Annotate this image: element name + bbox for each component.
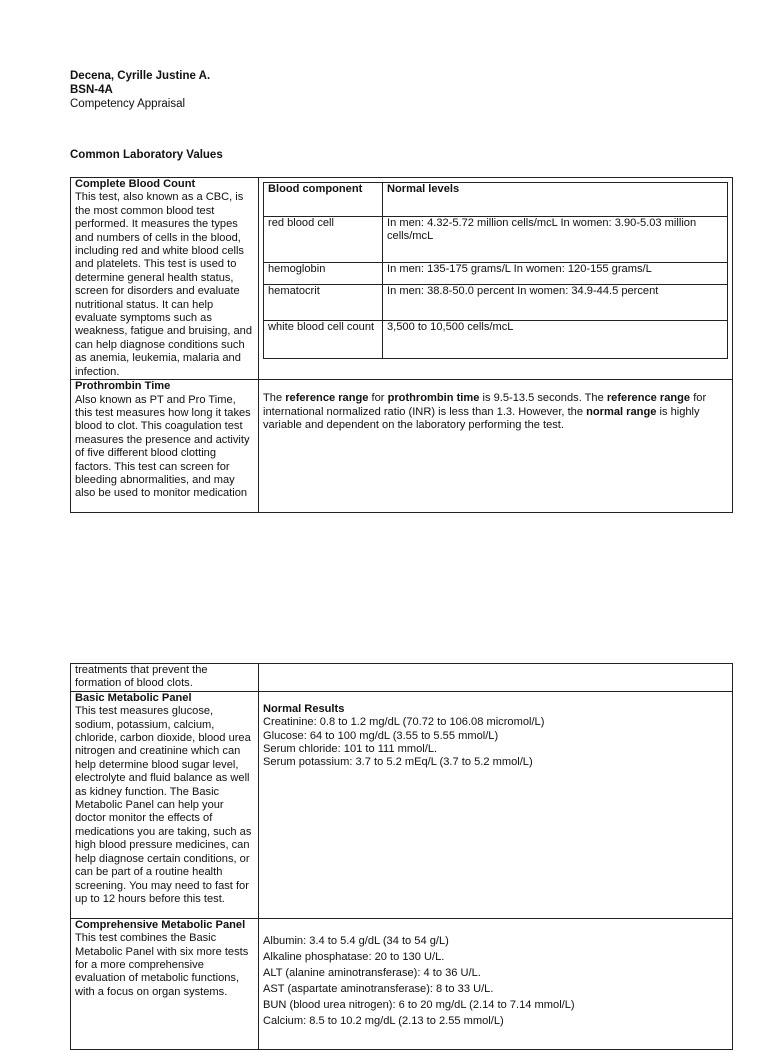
document-header [70, 69, 210, 111]
component-name: white blood cell count [264, 321, 383, 359]
cmp-result-item: Albumin: 3.4 to 5.4 g/dL (34 to 54 g/L) [263, 934, 449, 947]
cmp-result-item: BUN (blood urea nitrogen): 6 to 20 mg/dL (2.14 to 7.14 mmol/L) [263, 998, 575, 1011]
bmp-description: This test measures glucose, sodium, potassium, calcium, chloride, carbon dioxide, blood urea nitrogen and creatinine which can help determine blood sugar level, electrolyte and fluid balance as well as kidney function. The Basic Metabolic Panel can help your doctor monitor the effects of medications you are taking, such as high blood pressure medicines, can help diagnose certain conditions, or can be part of a routine health screening. You may need to fast for up to 12 hours before this test. [75, 705, 252, 905]
pt-reference-text: The reference range for prothrombin time is 9.5-13.5 seconds. The reference range for international normalized ratio (INR) is less than 1.3. However, the normal range is highly variable and dependent on the laboratory performing the test. [263, 392, 707, 431]
bmp-result-item: Creatinine: 0.8 to 1.2 mg/dL (70.72 to 106.08 micromol/L) [263, 716, 545, 729]
subject-title: Competency Appraisal [70, 98, 186, 110]
pt-description: Also known as PT and Pro Time, this test measures how long it takes blood to clot. This coagulation test measures the presence and activity of five different blood clotting factors. This test can screen for bleeding abnormalities, and may also be used to monitor medication [75, 393, 251, 500]
cbc-values-cell [259, 178, 733, 380]
bmp-title: Basic Metabolic Panel [75, 691, 192, 704]
pt-description-continued: treatments that prevent the formation of blood clots. [75, 664, 208, 690]
cmp-result-item: AST (aspartate aminotransferase): 8 to 33 U/L. [263, 982, 494, 995]
pt-description-continued-cell [71, 664, 259, 692]
student-name: Decena, Cyrille Justine A. [70, 70, 211, 82]
cbc-description-cell [71, 178, 259, 380]
cmp-values-cell [259, 918, 733, 1049]
cbc-row-wbc [264, 321, 728, 359]
bmp-values-cell [259, 691, 733, 918]
cbc-row-hemoglobin [264, 263, 728, 285]
cmp-result-item: ALT (alanine aminotransferase): 4 to 36 U/L. [263, 966, 481, 979]
pt-values-cell [259, 380, 733, 513]
lab-values-table-part-1 [70, 177, 733, 513]
pt-continued-values-cell [259, 664, 733, 692]
pt-description-cell [71, 380, 259, 513]
cmp-title: Comprehensive Metabolic Panel [75, 918, 246, 931]
cmp-result-item: Alkaline phosphatase: 20 to 130 U/L. [263, 950, 445, 963]
cbc-header-row [264, 183, 728, 217]
bmp-row [71, 691, 733, 918]
component-name: red blood cell [264, 217, 383, 263]
component-name: hematocrit [264, 285, 383, 321]
cbc-row-rbc [264, 217, 728, 263]
cmp-result-item: Calcium: 8.5 to 10.2 mg/dL (2.13 to 2.55 mmol/L) [263, 1014, 504, 1027]
cmp-description-cell [71, 918, 259, 1049]
cmp-results-list [263, 919, 728, 1029]
component-normal: In men: 135-175 grams/L In women: 120-155 grams/L [383, 263, 728, 285]
cmp-description: This test combines the Basic Metabolic Panel with six more tests for a more comprehensive evaluation of metabolic functions, with a focus on organ systems. [75, 932, 249, 998]
component-normal: In men: 38.8-50.0 percent In women: 34.9-44.5 percent [383, 285, 728, 321]
pt-continued-row [71, 664, 733, 692]
component-normal: 3,500 to 10,500 cells/mcL [383, 321, 728, 359]
cbc-values-table [263, 182, 728, 359]
cbc-description: This test, also known as a CBC, is the most common blood test performed. It measures the types and numbers of cells in the blood, including red and white blood cells and platelets. This test is used to determine general health status, screen for disorders and evaluate nutritional status. It can help evaluate symptoms such as weakness, fatigue and bruising, and can help diagnose conditions such as anemia, leukemia, malaria and infection. [75, 191, 253, 378]
bmp-results-title: Normal Results [263, 702, 345, 715]
bmp-result-item: Serum potassium: 3.7 to 5.2 mEq/L (3.7 to 5.2 mmol/L) [263, 756, 533, 769]
course-section: BSN-4A [70, 84, 113, 96]
component-normal: In men: 4.32-5.72 million cells/mcL In women: 3.90-5.03 million cells/mcL [383, 217, 728, 263]
component-name: hemoglobin [264, 263, 383, 285]
bmp-description-cell [71, 691, 259, 918]
cbc-title: Complete Blood Count [75, 178, 196, 190]
col-blood-component: Blood component [264, 183, 383, 217]
lab-values-table-part-2 [70, 663, 733, 1050]
col-normal-levels: Normal levels [383, 183, 728, 217]
cmp-row [71, 918, 733, 1049]
cbc-row-hematocrit [264, 285, 728, 321]
bmp-result-item: Serum chloride: 101 to 111 mmol/L. [263, 743, 438, 756]
pt-title: Prothrombin Time [75, 380, 171, 393]
bmp-result-item: Glucose: 64 to 100 mg/dL (3.55 to 5.55 mmol/L) [263, 729, 499, 742]
pt-row [71, 380, 733, 513]
section-title: Common Laboratory Values [70, 149, 223, 161]
cbc-row [71, 178, 733, 380]
